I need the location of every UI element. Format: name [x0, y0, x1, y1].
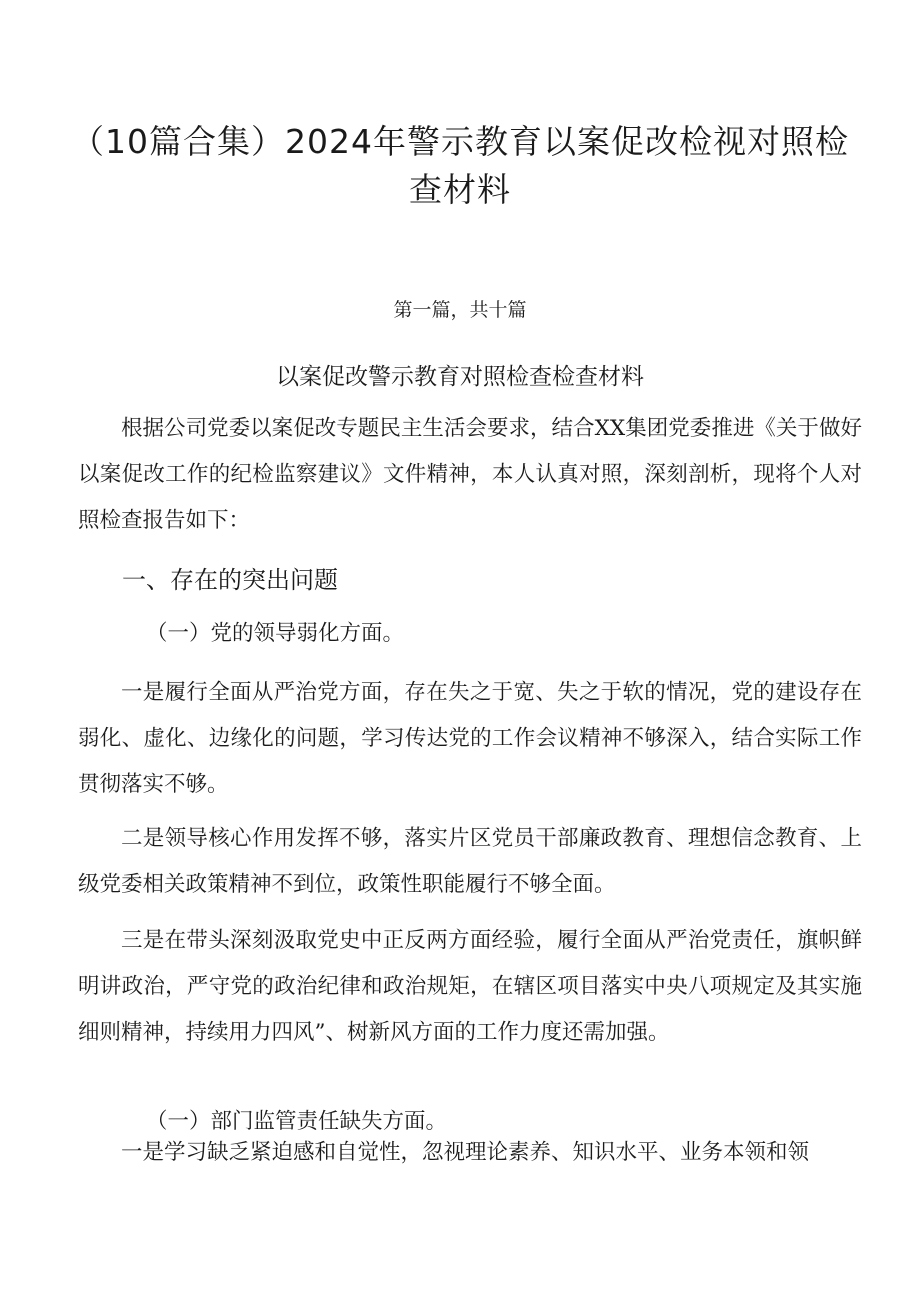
part-label: 第一篇，共十篇 — [393, 299, 527, 321]
paragraph-2: 二是领导核心作用发挥不够，落实片区党员干部廉政教育、理想信念教育、上级党委相关政策精神不到位，政策性职能履行不够全面。 — [78, 826, 862, 897]
paragraph-1: 一是履行全面从严治党方面，存在失之于宽、失之于软的情况，党的建设存在弱化、虚化、边缘化的问题，学习传达党的工作会议精神不够深入，结合实际工作贯彻落实不够。 — [78, 680, 862, 797]
section-title: 以案促改警示教育对照检查检查材料 — [276, 364, 644, 390]
subheading-leadership: （一）党的领导弱化方面。 — [146, 621, 405, 646]
document-title: （10篇合集）2024年警示教育以案促改检视对照检查材料 — [71, 122, 849, 209]
paragraph-3: 三是在带头深刻汲取党史中正反两方面经验，履行全面从严治党责任，旗帜鲜明讲政治，严守党的政治纪律和政治规矩，在辖区项目落实中央八项规定及其实施细则精神，持续用力四风”、树新风方面的工作力度还需加强。 — [78, 928, 862, 1045]
subheading-supervision: （一）部门监管责任缺失方面。 — [146, 1109, 448, 1134]
intro-paragraph: 根据公司党委以案促改专题民主生活会要求，结合XX集团党委推进《关于做好以案促改工作的纪检监察建议》文件精神，本人认真对照，深刻剖析，现将个人对照检查报告如下： — [78, 416, 862, 533]
paragraph-4: 一是学习缺乏紧迫感和自觉性，忽视理论素养、知识水平、业务本领和领 — [121, 1140, 810, 1165]
heading-problems: 一、存在的突出问题 — [122, 566, 338, 594]
